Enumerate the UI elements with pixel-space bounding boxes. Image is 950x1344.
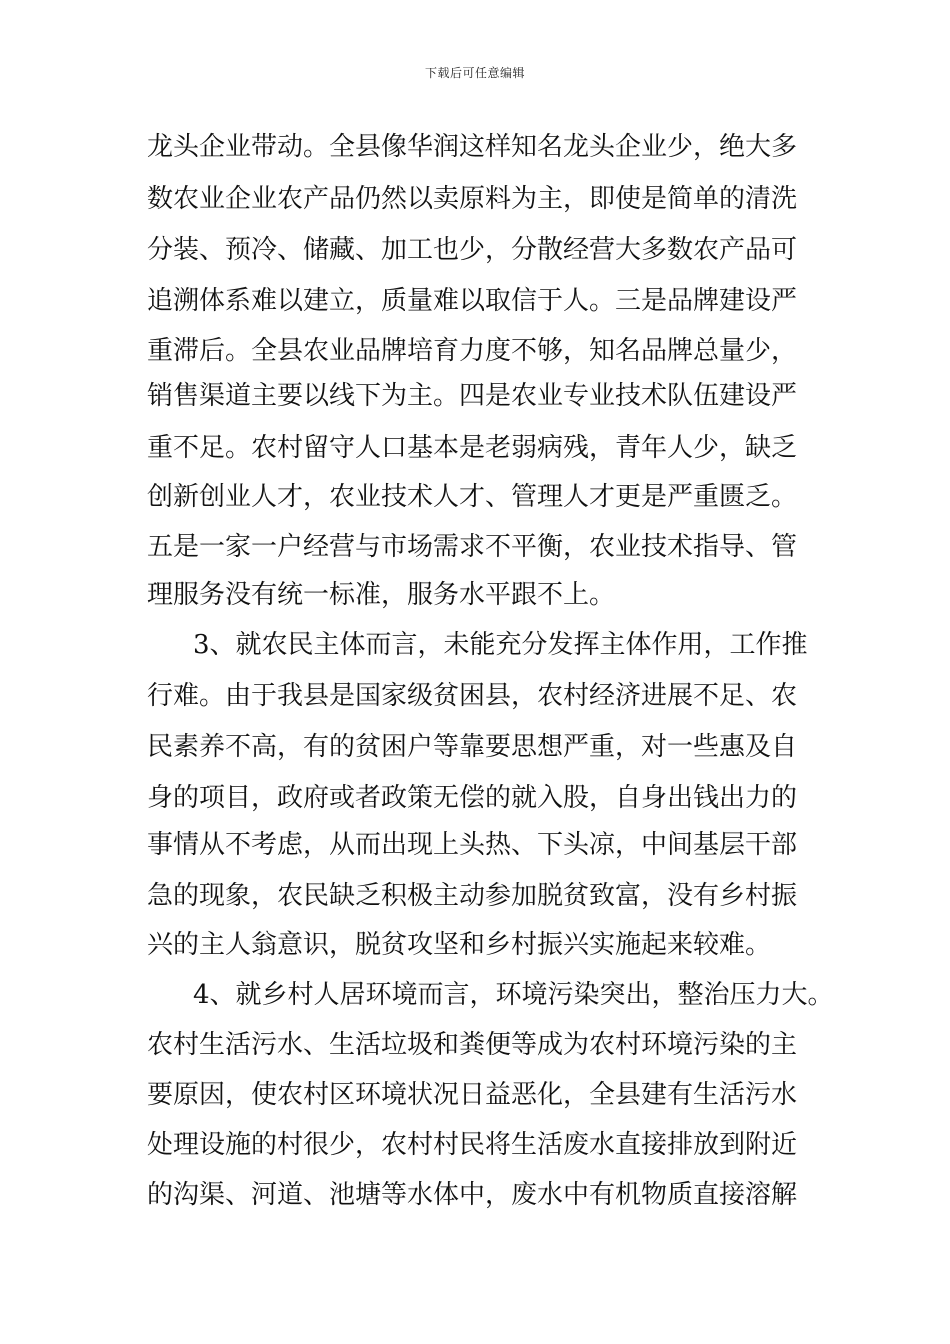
body-line: 理服务没有统一标准，服务水平跟不上。: [147, 580, 616, 610]
body-line: 的沟渠、河道、池塘等水体中，废水中有机物质直接溶解: [147, 1180, 798, 1210]
body-line: 民素养不高，有的贫困户等靠要思想严重，对一些惠及自: [147, 732, 798, 762]
page-header: 下载后可任意编辑: [424, 66, 525, 80]
body-line: 重不足。农村留守人口基本是老弱病残，青年人少，缺乏: [147, 433, 798, 463]
body-line: 销售渠道主要以线下为主。四是农业专业技术队伍建设严: [147, 381, 798, 411]
body-line: 急的现象，农民缺乏积极主动参加脱贫致富，没有乡村振: [147, 881, 798, 911]
body-line: 行难。由于我县是国家级贫困县，农村经济进展不足、农: [147, 681, 798, 711]
paragraph-4-first-line: 4、就乡村人居环境而言，环境污染突出，整治压力大。: [193, 980, 834, 1010]
paragraph-3-first-line: 3、就农民主体而言，未能充分发挥主体作用，工作推: [193, 630, 808, 660]
body-line: 数农业企业农产品仍然以卖原料为主，即使是简单的清洗: [147, 184, 798, 214]
body-line: 五是一家一户经营与市场需求不平衡，农业技术指导、管: [147, 532, 798, 562]
body-line: 身的项目，政府或者政策无偿的就入股，自身出钱出力的: [147, 783, 798, 813]
body-line: 重滞后。全县农业品牌培育力度不够，知名品牌总量少，: [147, 336, 798, 366]
body-line: 农村生活污水、生活垃圾和粪便等成为农村环境污染的主: [147, 1030, 798, 1060]
body-line: 分装、预冷、储藏、加工也少，分散经营大多数农产品可: [147, 235, 798, 265]
body-line: 追溯体系难以建立，质量难以取信于人。三是品牌建设严: [147, 286, 798, 316]
body-line: 处理设施的村很少，农村村民将生活废水直接排放到附近: [147, 1130, 798, 1160]
body-line: 创新创业人才，农业技术人才、管理人才更是严重匮乏。: [147, 482, 798, 512]
body-line: 兴的主人翁意识，脱贫攻坚和乡村振兴实施起来较难。: [147, 930, 772, 960]
body-line: 龙头企业带动。全县像华润这样知名龙头企业少，绝大多: [147, 132, 798, 162]
body-line: 事情从不考虑，从而出现上头热、下头凉，中间基层干部: [147, 830, 798, 860]
body-line: 要原因，使农村区环境状况日益恶化，全县建有生活污水: [147, 1080, 798, 1110]
